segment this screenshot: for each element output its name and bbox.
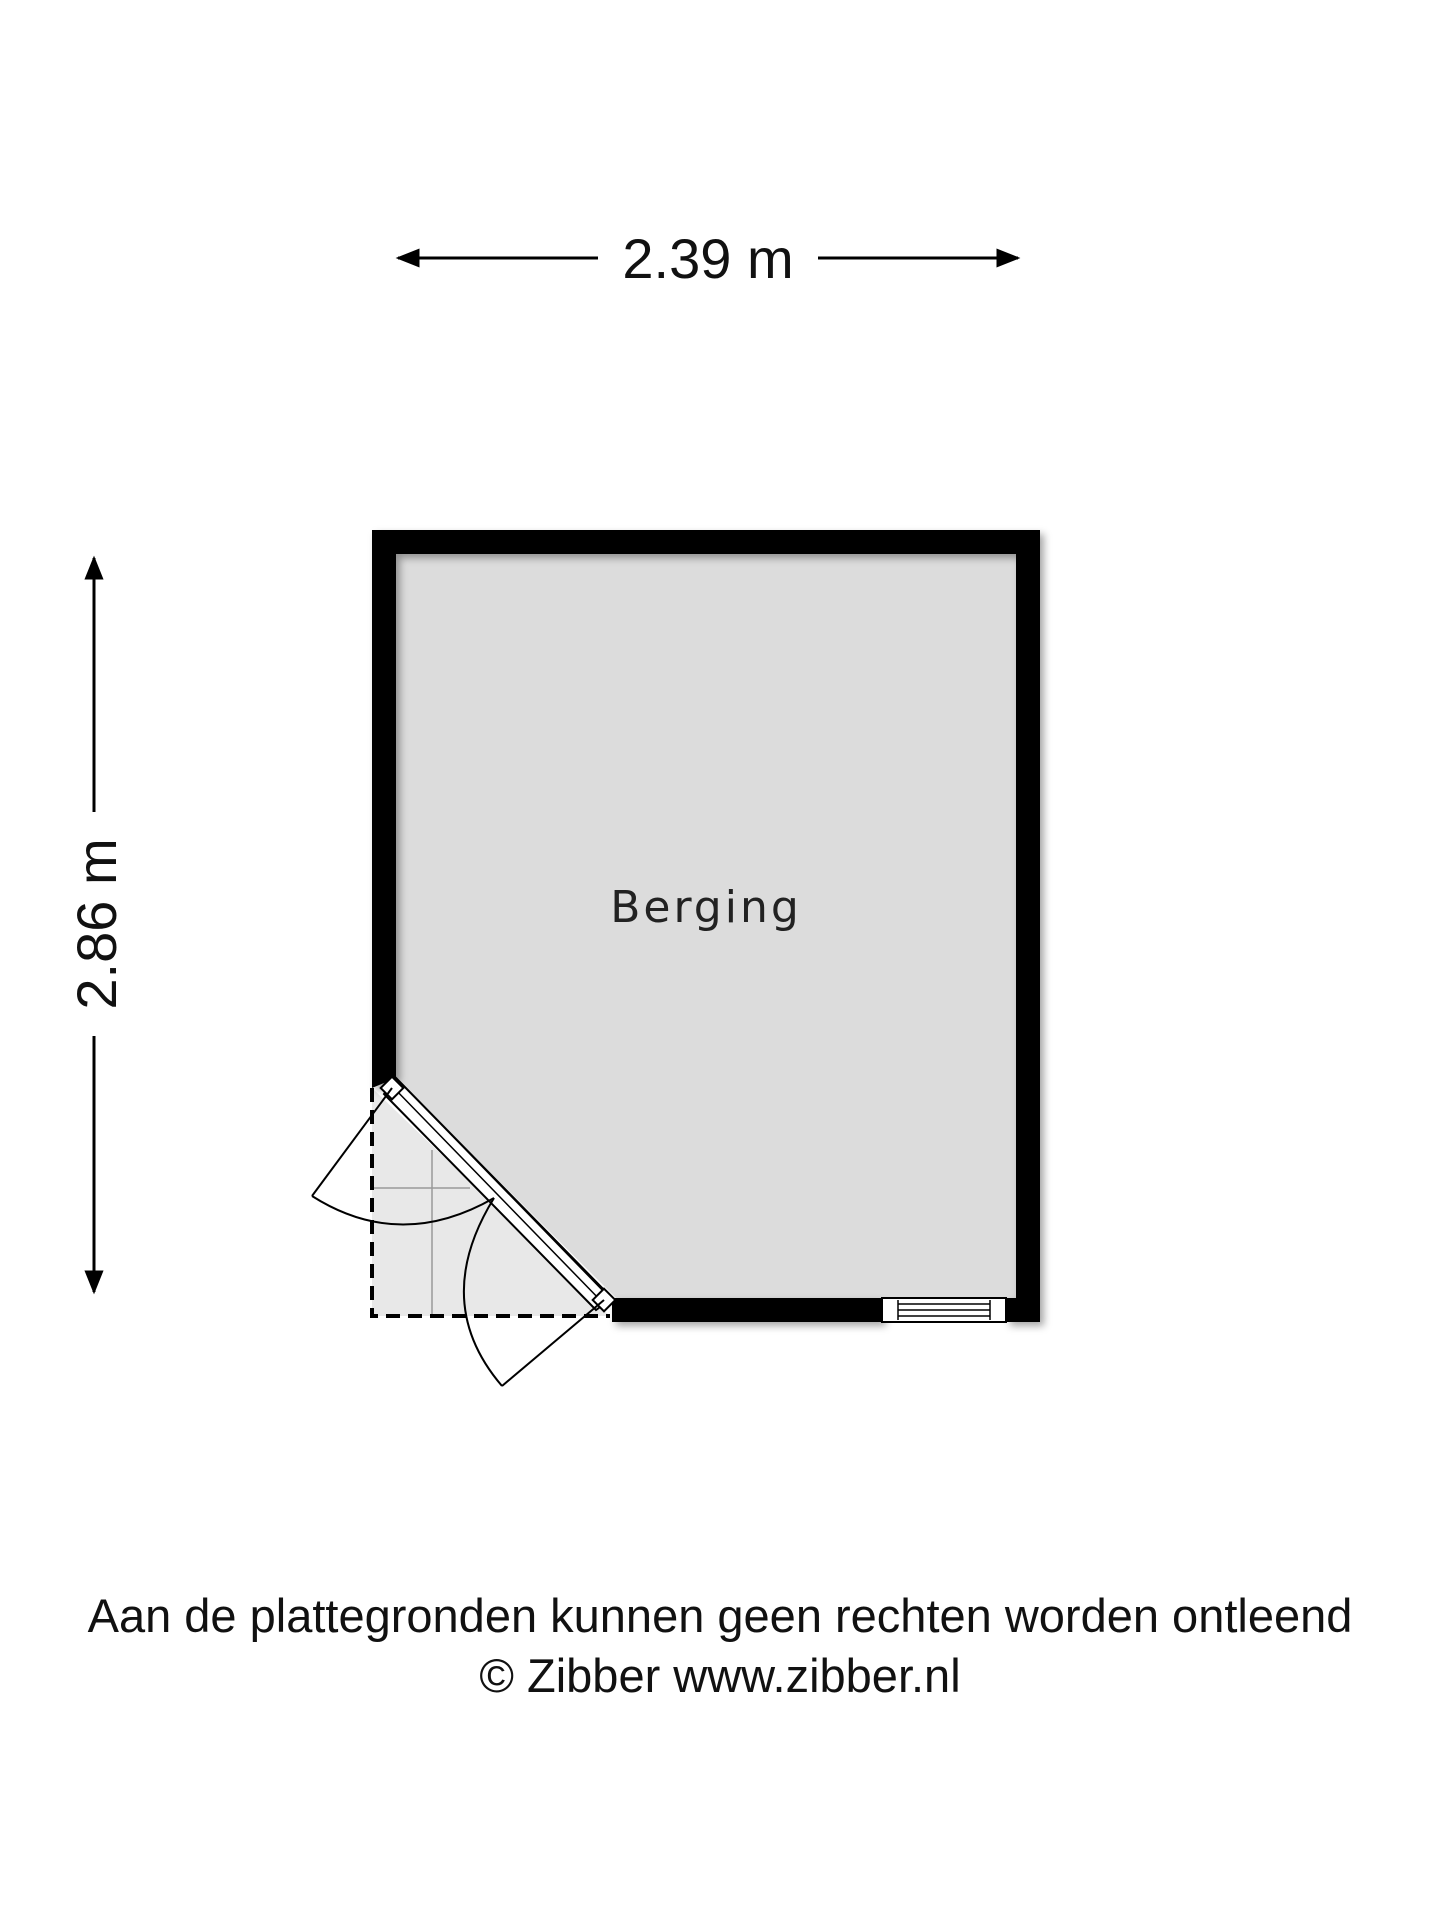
window xyxy=(882,1298,1006,1322)
width-dimension xyxy=(398,227,1018,290)
height-label: 2.86 m xyxy=(65,838,128,1010)
disclaimer-text: Aan de plattegronden kunnen geen rechten worden ontleend xyxy=(87,1589,1353,1642)
width-label: 2.39 m xyxy=(622,227,794,290)
copyright-text: © Zibber www.zibber.nl xyxy=(479,1649,961,1702)
wall-bottom xyxy=(612,1298,882,1322)
room-label: Berging xyxy=(610,882,802,933)
height-dimension xyxy=(65,558,128,1292)
